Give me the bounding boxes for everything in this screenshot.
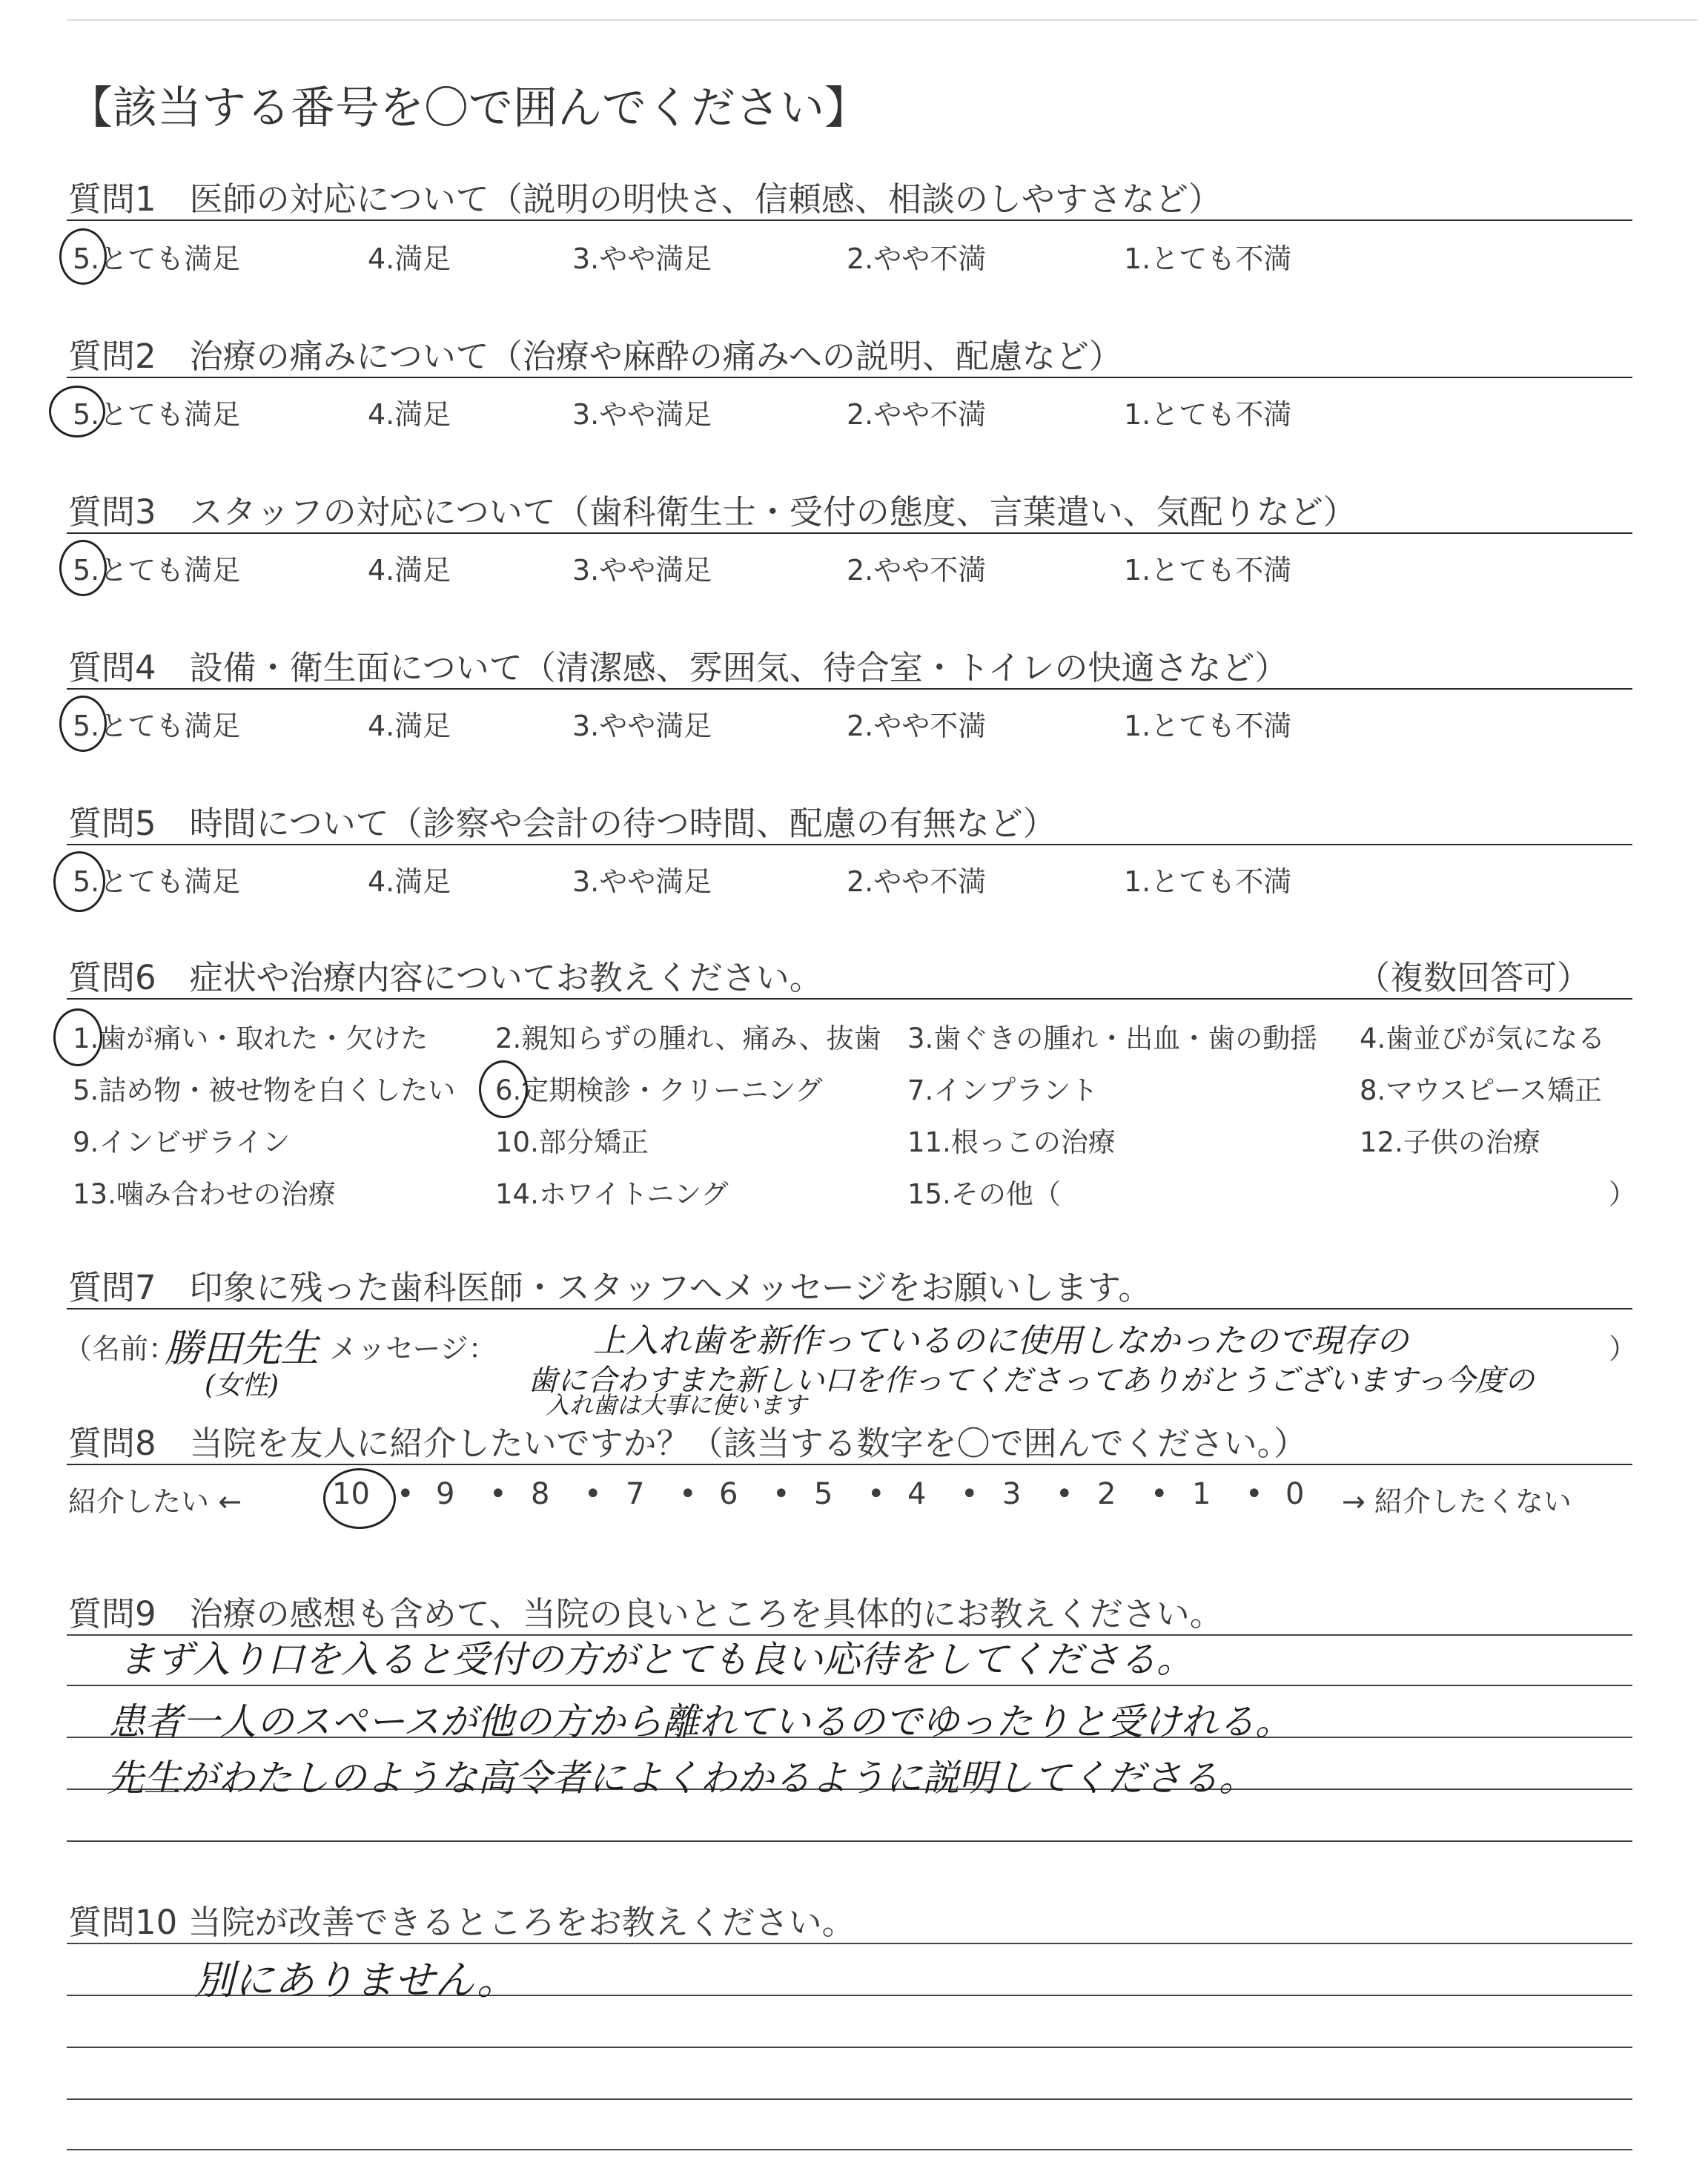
q10-line-1 [67,1943,1632,1944]
question-9-title: 質問9 治療の感想も含めて、当院の良いところを具体的にお教えください。 [68,1594,1223,1634]
q8-dot: • [1056,1477,1073,1511]
q2-option-4[interactable]: 4.満足 [368,398,451,431]
q5-selection-circle [53,851,105,912]
question-4-title: 質問4 設備・衛生面について（清潔感、雰囲気、待合室・トイレの快適さなど） [68,648,1288,687]
q8-scale-3[interactable]: 3 [1002,1477,1022,1511]
q2-option-3[interactable]: 3.やや満足 [572,398,712,431]
question-5-title: 質問5 時間について（診察や会計の待つ時間、配慮の有無など） [68,804,1056,843]
q6-option-2[interactable]: 2.親知らずの腫れ、痛み、抜歯 [495,1023,881,1054]
question-6-rule [67,998,1632,1000]
q7-name-subnote: (女性) [205,1370,279,1401]
q8-dot: • [397,1477,414,1511]
q4-option-2[interactable]: 2.やや不満 [847,710,987,742]
q4-option-5[interactable]: 5.とても満足 [73,710,241,742]
q4-option-1[interactable]: 1.とても不満 [1124,710,1292,742]
q3-option-5[interactable]: 5.とても満足 [73,554,241,587]
q3-option-2[interactable]: 2.やや不満 [847,554,987,587]
q6-option-9[interactable]: 9.インビザライン [73,1126,291,1158]
q9-answer-line-1[interactable]: まず入り口を入ると受付の方がとても良い応待をしてくださる。 [119,1638,1194,1681]
q6-option-6[interactable]: 6.定期検診・クリーニング [495,1074,823,1106]
q8-scale-1[interactable]: 1 [1192,1477,1211,1511]
q1-option-4[interactable]: 4.満足 [368,242,451,275]
q2-option-2[interactable]: 2.やや不満 [847,398,987,431]
q8-dot: • [1245,1477,1263,1511]
q6-option-1[interactable]: 1.歯が痛い・取れた・欠けた [73,1023,428,1054]
q8-scale-0[interactable]: 0 [1285,1477,1305,1511]
q6-option-7[interactable]: 7.インプラント [907,1074,1099,1106]
q6-option-14[interactable]: 14.ホワイトニング [495,1178,729,1210]
q1-selection-circle [59,228,107,285]
q6-option-8[interactable]: 8.マウスピース矯正 [1360,1074,1602,1106]
question-10-title: 質問10 当院が改善できるところをお教えください。 [68,1903,855,1942]
question-4-rule [67,688,1632,690]
q6-option-10[interactable]: 10.部分矯正 [495,1126,649,1158]
q8-scale-6[interactable]: 6 [719,1477,738,1511]
q8-scale-9[interactable]: 9 [436,1477,455,1511]
question-6-title: 質問6 症状や治療内容についてお教えください。 [68,958,823,997]
q8-dot: • [1151,1477,1168,1511]
q7-message-line-2[interactable]: 歯に合わすまた新しい口を作ってくださってありがとうございますっ今度の [528,1364,1535,1398]
q2-option-1[interactable]: 1.とても不満 [1124,398,1292,431]
question-3-rule [67,532,1632,534]
q5-option-2[interactable]: 2.やや不満 [847,865,987,898]
q3-option-3[interactable]: 3.やや満足 [572,554,712,587]
q6-option-3[interactable]: 3.歯ぐきの腫れ・出血・歯の動揺 [907,1023,1318,1054]
question-6-note: （複数回答可） [1357,958,1591,997]
question-7-title: 質問7 印象に残った歯科医師・スタッフへメッセージをお願いします。 [68,1268,1152,1307]
q4-option-3[interactable]: 3.やや満足 [572,710,712,742]
q6-option-4[interactable]: 4.歯並びが気になる [1360,1023,1606,1054]
q9-answer-line-2[interactable]: 患者一人のスペースが他の方から離れているのでゆったりと受けれる。 [108,1700,1292,1743]
q9-answer-line-3[interactable]: 先生がわたしのような高令者によくわかるように説明してくださる。 [107,1757,1256,1800]
question-8-rule [67,1464,1632,1465]
q8-left-label: 紹介したい ← [68,1485,242,1518]
q5-option-3[interactable]: 3.やや満足 [572,865,712,898]
question-1-title: 質問1 医師の対応について（説明の明快さ、信頼感、相談のしやすさなど） [68,179,1222,219]
q8-scale-5[interactable]: 5 [814,1477,833,1511]
q5-option-5[interactable]: 5.とても満足 [73,865,241,898]
q1-option-5[interactable]: 5.とても満足 [73,242,241,275]
q8-dot: • [961,1477,979,1511]
q6-option-15[interactable]: 15.その他（ [907,1178,1061,1210]
q8-dot: • [867,1477,885,1511]
q8-scale-7[interactable]: 7 [626,1477,645,1511]
q7-close-paren: ） [1609,1332,1638,1365]
q8-scale-10[interactable]: 10 [332,1477,370,1511]
q8-scale-4[interactable]: 4 [907,1477,927,1511]
q3-option-4[interactable]: 4.満足 [368,554,451,587]
question-8-title: 質問8 当院を友人に紹介したいですか？（該当する数字を〇で囲んでください。） [68,1424,1308,1463]
q7-message-line-3[interactable]: 入れ歯は大事に使います [546,1391,807,1419]
q6-option-12[interactable]: 12.子供の治療 [1360,1126,1540,1158]
q6-option-5[interactable]: 5.詰め物・被せ物を白くしたい [73,1074,456,1106]
q6-option-11[interactable]: 11.根っこの治療 [907,1126,1116,1158]
q4-option-4[interactable]: 4.満足 [368,710,451,742]
q8-dot: • [584,1477,602,1511]
q8-selection-circle [323,1468,396,1529]
question-1-rule [67,219,1632,221]
q6-option-13[interactable]: 13.噛み合わせの治療 [73,1178,336,1210]
q7-name-written[interactable]: 勝田先生 [165,1327,320,1371]
q8-right-label: → 紹介したくない [1342,1485,1572,1518]
q8-dot: • [772,1477,790,1511]
q1-option-1[interactable]: 1.とても不満 [1124,242,1292,275]
q7-message-line-1[interactable]: 上入れ歯を新作っているのに使用しなかったので現存の [593,1322,1409,1360]
question-2-rule [67,377,1632,378]
q8-scale-2[interactable]: 2 [1097,1477,1116,1511]
q6-option-15-close: ） [1609,1178,1636,1210]
q9-line-5 [67,1840,1632,1842]
question-5-rule [67,844,1632,845]
q5-option-4[interactable]: 4.満足 [368,865,451,898]
q9-line-2 [67,1685,1632,1686]
q10-answer[interactable]: 別にありません。 [194,1957,517,2004]
question-3-title: 質問3 スタッフの対応について（歯科衛生士・受付の態度、言葉遣い、気配りなど） [68,492,1357,532]
q2-selection-circle [49,386,105,437]
q8-dot: • [489,1477,507,1511]
q8-dot: • [679,1477,697,1511]
q1-option-3[interactable]: 3.やや満足 [572,242,712,275]
q3-option-1[interactable]: 1.とても不満 [1124,554,1292,587]
q4-selection-circle [59,696,107,752]
q6-selection-circle-1 [53,1008,102,1066]
q8-scale-8[interactable]: 8 [531,1477,550,1511]
question-2-title: 質問2 治療の痛みについて（治療や麻酔の痛みへの説明、配慮など） [68,337,1122,376]
top-border [67,19,1698,21]
q10-line-4 [67,2098,1632,2100]
q3-selection-circle [59,540,107,596]
q10-line-3 [67,2047,1632,2048]
q7-message-label: メッセージ： [329,1332,497,1365]
q2-option-5[interactable]: 5.とても満足 [73,398,241,431]
q10-line-5 [67,2149,1632,2150]
q7-name-label: （名前： [64,1332,177,1365]
q5-option-1[interactable]: 1.とても不満 [1124,865,1292,898]
q6-selection-circle-6 [479,1060,528,1118]
question-7-rule [67,1308,1632,1309]
page-header: 【該当する番号を〇で囲んでください】 [68,82,869,134]
q1-option-2[interactable]: 2.やや不満 [847,242,987,275]
